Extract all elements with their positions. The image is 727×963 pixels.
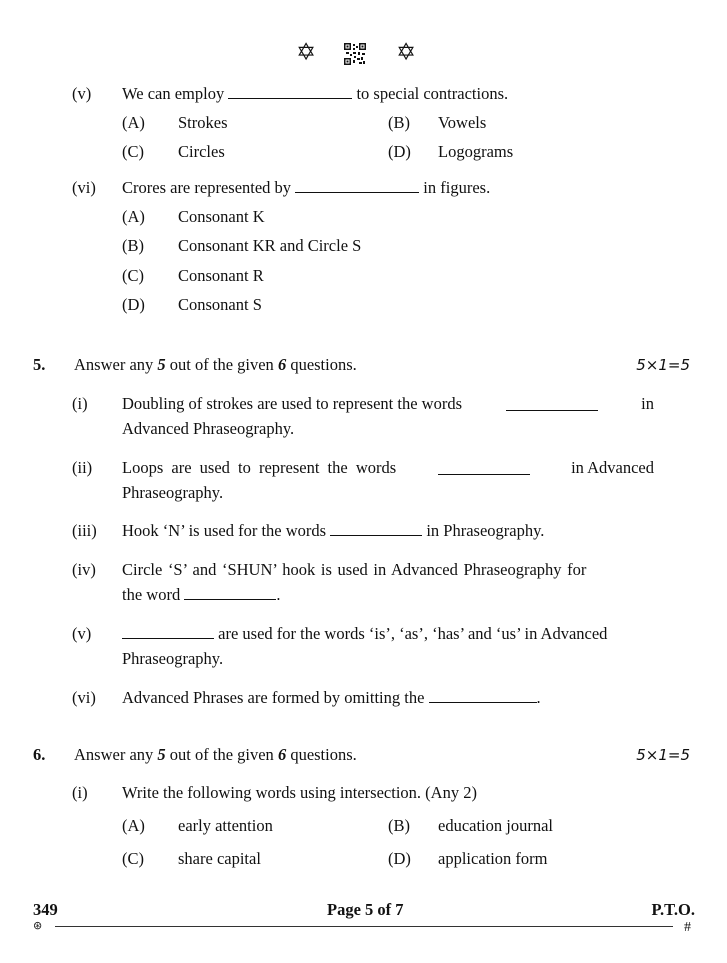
q4v-text-post: to special contractions.: [356, 84, 509, 103]
q5iv-number: (iv): [72, 560, 96, 579]
q5i-line2: Advanced Phraseography.: [122, 419, 295, 438]
footer-left-mark-icon: ⊛: [33, 919, 43, 932]
option-text: Consonant R: [178, 266, 264, 285]
q5-number: 5.: [33, 355, 46, 374]
option-label: (A): [122, 113, 145, 132]
q5i-number: (i): [72, 394, 88, 413]
instruction-text: Answer any: [74, 745, 154, 764]
q5v-number: (v): [72, 624, 92, 643]
q5vi-text-post: .: [536, 688, 541, 707]
option-label: (D): [122, 295, 145, 314]
q5iii-number: (iii): [72, 521, 97, 540]
option-label: (A): [122, 816, 145, 835]
q5ii-number: (ii): [72, 458, 93, 477]
option-label: (C): [122, 142, 144, 161]
footer-right-mark-icon: #: [684, 920, 691, 935]
instruction-text: Answer any: [74, 355, 154, 374]
answer-blank: [228, 84, 352, 99]
option-text: education journal: [438, 816, 554, 835]
answer-blank: [429, 688, 537, 703]
q5iv-line2: [122, 585, 280, 605]
q6-marks: 5×1=5: [636, 746, 690, 764]
option-label: (B): [388, 816, 410, 835]
q5ii-line1: [122, 458, 654, 478]
option-text: application form: [438, 849, 548, 868]
q5vi-number: (vi): [72, 688, 96, 707]
instruction-count: 5: [157, 745, 166, 764]
q5-marks: 5×1=5: [636, 356, 690, 374]
q5iv-line1: Circle ‘S’ and ‘SHUN’ hook is used in Advanced Phraseography for: [122, 560, 587, 579]
option-label: (D): [388, 849, 411, 868]
instruction-text: questions.: [290, 355, 357, 374]
option-text: Circles: [178, 142, 225, 161]
option-text: Vowels: [438, 113, 487, 132]
instruction-total: 6: [277, 355, 287, 374]
option-label: (A): [122, 207, 145, 226]
option-label: (B): [388, 113, 410, 132]
q5iii-text-pre: Hook ‘N’ is used for the words: [122, 521, 327, 540]
q6-number: 6.: [33, 745, 46, 764]
q6i-number: (i): [72, 783, 88, 802]
q5i-text-pre: Doubling of strokes are used to represent the words: [122, 394, 462, 413]
q5vi-line1: [122, 688, 541, 708]
q5iii-line1: [122, 521, 544, 541]
q5iv-text-pre: the word: [122, 585, 181, 604]
instruction-text: out of the given: [169, 745, 274, 764]
q6i-question: Write the following words using intersection. (Any 2): [122, 783, 477, 802]
answer-blank: [506, 396, 598, 411]
qr-code-icon: [344, 43, 366, 65]
option-text: Consonant KR and Circle S: [178, 236, 362, 255]
answer-blank: [438, 460, 530, 475]
q4vi-question: [122, 178, 490, 198]
option-text: early attention: [178, 816, 273, 835]
instruction-text: questions.: [290, 745, 357, 764]
answer-blank: [122, 624, 214, 639]
star-left-icon: ✡: [296, 38, 317, 66]
answer-blank: [330, 521, 422, 536]
option-text: Consonant K: [178, 207, 265, 226]
answer-blank: [184, 585, 276, 600]
q4v-text-pre: We can employ: [122, 84, 225, 103]
q5v-line2: Phraseography.: [122, 649, 224, 668]
pto-label: P.T.O.: [651, 900, 695, 919]
q4v-number: (v): [72, 84, 92, 103]
footer-rule: [55, 926, 673, 927]
instruction-total: 6: [277, 745, 287, 764]
option-text: Strokes: [178, 113, 228, 132]
option-text: Logograms: [438, 142, 514, 161]
page-number: Page 5 of 7: [327, 900, 404, 919]
option-text: share capital: [178, 849, 261, 868]
q5i-line1: [122, 394, 654, 414]
q5ii-text-post: in Advanced: [571, 458, 654, 477]
q5ii-text-pre: Loops are used to represent the words: [122, 458, 397, 477]
instruction-text: out of the given: [169, 355, 274, 374]
answer-blank: [295, 178, 419, 193]
option-text: Consonant S: [178, 295, 262, 314]
q4vi-text-pre: Crores are represented by: [122, 178, 292, 197]
q5-instruction: [74, 355, 357, 375]
instruction-count: 5: [157, 355, 166, 374]
q5ii-line2: Phraseography.: [122, 483, 224, 502]
q4v-question: [122, 84, 508, 104]
q4vi-text-post: in figures.: [423, 178, 491, 197]
q4vi-number: (vi): [72, 178, 96, 197]
option-label: (C): [122, 266, 144, 285]
paper-code: 349: [33, 900, 58, 919]
option-label: (D): [388, 142, 411, 161]
q5v-text-post: are used for the words ‘is’, ‘as’, ‘has’ and ‘us’ in Advanced: [218, 624, 608, 643]
star-right-icon: ✡: [396, 38, 417, 66]
option-label: (C): [122, 849, 144, 868]
q6-instruction: [74, 745, 357, 765]
option-label: (B): [122, 236, 144, 255]
q5iv-text-post: .: [276, 585, 281, 604]
q5i-text-post: in: [641, 394, 654, 413]
q5v-line1: [122, 624, 607, 644]
q5iii-text-post: in Phraseography.: [426, 521, 545, 540]
q5vi-text-pre: Advanced Phrases are formed by omitting the: [122, 688, 425, 707]
